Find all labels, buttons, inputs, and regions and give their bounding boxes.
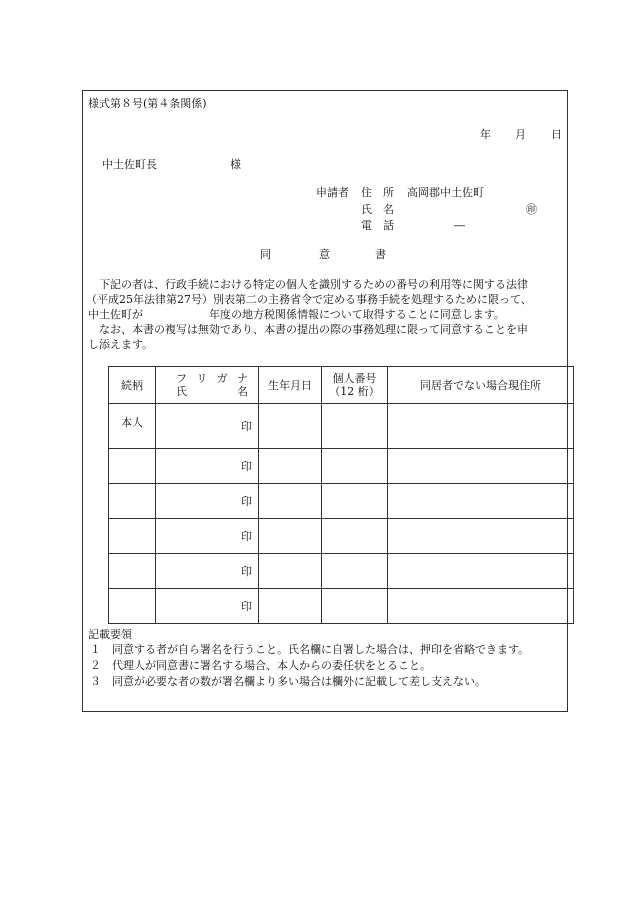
birthdate-cell[interactable] bbox=[259, 554, 322, 589]
header-number-line1: 個人番号 bbox=[332, 372, 377, 385]
header-furigana-name bbox=[156, 367, 259, 404]
address-label-2: 所 bbox=[383, 186, 394, 199]
seal-mark: ㊞ bbox=[526, 203, 537, 216]
name-label-2: 名 bbox=[383, 203, 394, 216]
date-year: 年 bbox=[480, 128, 491, 141]
name-label-1: 氏 bbox=[361, 203, 372, 216]
body-line-4: なお、本書の複写は無効であり、本書の提出の際の事務処理に限って同意することを申 bbox=[88, 323, 528, 336]
relation-cell[interactable] bbox=[109, 519, 156, 554]
address-cell[interactable] bbox=[388, 449, 574, 484]
name-cell[interactable]: 印 bbox=[156, 449, 259, 484]
furigana-char: ガ bbox=[216, 372, 228, 385]
birthdate-cell[interactable] bbox=[259, 589, 322, 624]
relation-cell[interactable] bbox=[109, 554, 156, 589]
header-personal-number bbox=[322, 367, 388, 404]
name-cell[interactable]: 印 bbox=[156, 404, 259, 449]
header-birthdate: 生年月日 bbox=[259, 367, 322, 404]
date-day: 日 bbox=[551, 128, 562, 141]
address-label-1: 住 bbox=[361, 186, 372, 199]
relation-cell[interactable] bbox=[109, 589, 156, 624]
relation-cell[interactable]: 本人 bbox=[109, 404, 156, 449]
body-line-3: 中土佐町が 年度の地方税関係情報について取得することに同意します。 bbox=[88, 308, 505, 321]
name-cell[interactable]: 印 bbox=[156, 519, 259, 554]
relation-cell[interactable] bbox=[109, 484, 156, 519]
address-value: 高岡郡中土佐町 bbox=[407, 186, 484, 199]
form-number: 様式第８号(第４条関係) bbox=[88, 97, 207, 110]
number-cell[interactable] bbox=[322, 589, 388, 624]
note-item-3: ３ 同意が必要な者の数が署名欄より多い場合は欄外に記載して差し支えない。 bbox=[90, 675, 486, 688]
title-char-2: 意 bbox=[319, 248, 330, 261]
table-row bbox=[109, 404, 574, 449]
body-line-2: （平成25年法律第27号）別表第二の主務省令で定める事務手続を処理するために限って、 bbox=[86, 293, 532, 306]
notes-heading: 記載要領 bbox=[88, 628, 132, 641]
header-relation: 続柄 bbox=[109, 367, 156, 404]
body-line-5: し添えます。 bbox=[88, 338, 154, 351]
furigana-char: リ bbox=[196, 372, 208, 385]
title-char-3: 書 bbox=[375, 248, 386, 261]
header-name bbox=[156, 385, 258, 398]
phone-label-1: 電 bbox=[361, 219, 372, 232]
table-row bbox=[109, 519, 574, 554]
number-cell[interactable] bbox=[322, 449, 388, 484]
number-cell[interactable] bbox=[322, 484, 388, 519]
number-cell[interactable] bbox=[322, 554, 388, 589]
body-line-1: 下記の者は、行政手続における特定の個人を識別するための番号の利用等に関する法律 bbox=[88, 278, 528, 291]
address-cell[interactable] bbox=[388, 519, 574, 554]
table-header-row bbox=[109, 367, 574, 404]
name-cell[interactable]: 印 bbox=[156, 484, 259, 519]
phone-separator: ― bbox=[454, 219, 465, 232]
name-char: 氏 bbox=[176, 385, 187, 398]
header-furigana bbox=[156, 372, 258, 385]
note-item-2: ２ 代理人が同意書に署名する場合、本人からの委任状をとること。 bbox=[90, 659, 431, 672]
table-row bbox=[109, 589, 574, 624]
furigana-char: フ bbox=[176, 372, 187, 385]
name-char: 名 bbox=[237, 385, 248, 398]
applicant-label: 申請者 bbox=[316, 186, 349, 199]
birthdate-cell[interactable] bbox=[259, 519, 322, 554]
title-char-1: 同 bbox=[260, 248, 271, 261]
note-item-1: １ 同意する者が自ら署名を行うこと。氏名欄に自署した場合は、押印を省略できます。 bbox=[90, 643, 530, 656]
date-month: 月 bbox=[515, 128, 526, 141]
furigana-char: ナ bbox=[236, 372, 248, 385]
header-number-line2: （12 桁） bbox=[329, 385, 380, 398]
consent-table bbox=[108, 366, 574, 624]
name-cell[interactable]: 印 bbox=[156, 554, 259, 589]
number-cell[interactable] bbox=[322, 519, 388, 554]
address-cell[interactable] bbox=[388, 589, 574, 624]
table-row bbox=[109, 449, 574, 484]
addressee-honorific: 様 bbox=[230, 158, 241, 171]
birthdate-cell[interactable] bbox=[259, 449, 322, 484]
phone-label-2: 話 bbox=[383, 219, 394, 232]
addressee-name: 中土佐町長 bbox=[102, 158, 157, 171]
name-cell[interactable]: 印 bbox=[156, 589, 259, 624]
address-cell[interactable] bbox=[388, 554, 574, 589]
table-row bbox=[109, 484, 574, 519]
number-cell[interactable] bbox=[322, 404, 388, 449]
address-cell[interactable] bbox=[388, 484, 574, 519]
relation-cell[interactable] bbox=[109, 449, 156, 484]
birthdate-cell[interactable] bbox=[259, 404, 322, 449]
address-cell[interactable] bbox=[388, 404, 574, 449]
header-address: 同居者でない場合現住所 bbox=[388, 367, 574, 404]
table-row bbox=[109, 554, 574, 589]
birthdate-cell[interactable] bbox=[259, 484, 322, 519]
